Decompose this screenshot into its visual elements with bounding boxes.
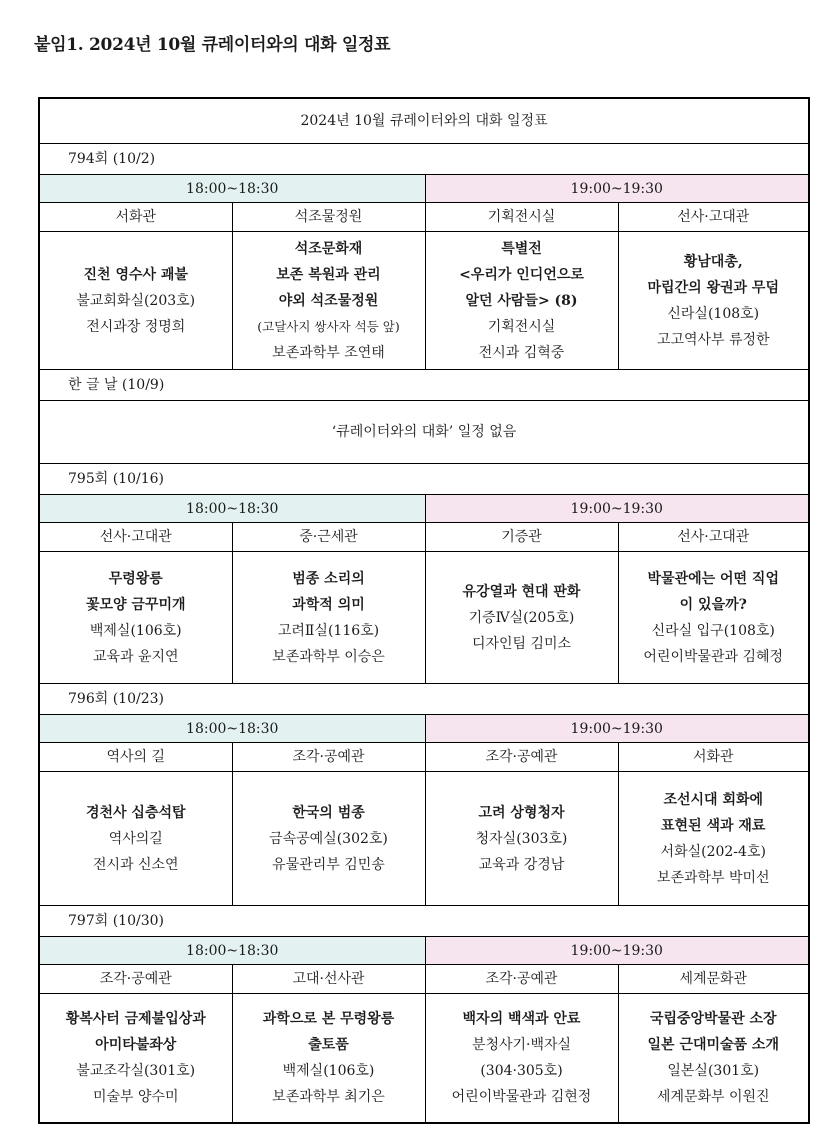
session-header: 796회 (10/23) <box>39 684 809 715</box>
program-detail-line: 고려Ⅱ실(116호) <box>277 622 380 639</box>
gallery-name: 선사·고대관 <box>39 523 232 552</box>
gallery-name: 선사·고대관 <box>618 523 809 552</box>
program-cell <box>39 232 232 370</box>
holiday-header-row <box>39 370 809 401</box>
program-detail-line: 청자실(303호) <box>475 830 568 847</box>
gallery-name: 역사의 길 <box>39 743 232 772</box>
time-slot-evening-1: 18:00~18:30 <box>39 175 425 203</box>
program-title-line: 야외 석조물정원 <box>278 292 379 309</box>
program-title-line: <우리가 인디언으로 <box>459 266 584 283</box>
program-title-line: 보존 복원과 관리 <box>276 266 381 283</box>
program-cell <box>425 994 618 1124</box>
table-title: 2024년 10월 큐레이터와의 대화 일정표 <box>39 98 809 144</box>
program-title-line: 일본 근대미술품 소개 <box>647 1037 779 1053</box>
program-title-line: 꽃모양 금꾸미개 <box>85 596 186 613</box>
program-cell <box>618 232 809 370</box>
session-header: 795회 (10/16) <box>39 464 809 495</box>
program-title-line: 출토품 <box>308 1037 349 1053</box>
gallery-name: 조각·공예관 <box>39 965 232 994</box>
gallery-name: 조각·공예관 <box>232 743 425 772</box>
session-header-row <box>39 906 809 937</box>
gallery-name: 세계문화관 <box>618 965 809 994</box>
program-detail-line: 서화실(202-4호) <box>660 843 766 860</box>
program-detail-line: 미술부 양수미 <box>92 1089 179 1105</box>
program-cell <box>39 552 232 684</box>
program-title-line: 표현된 색과 재료 <box>661 817 766 834</box>
gallery-row <box>39 523 809 552</box>
program-title-line: 마립간의 왕권과 무덤 <box>647 279 779 296</box>
program-detail-line: 백제실(106호) <box>89 622 182 639</box>
program-title-line: 조선시대 회화에 <box>663 791 764 808</box>
session-header-row <box>39 144 809 175</box>
program-detail-line: 보존과학부 박미선 <box>656 869 770 886</box>
program-title-line: 과학적 의미 <box>292 596 365 613</box>
program-detail-line: 디자인팀 김미소 <box>471 635 572 652</box>
program-title-line: 한국의 범종 <box>292 804 365 821</box>
program-cell <box>232 772 425 906</box>
time-row <box>39 937 809 965</box>
schedule-table <box>38 97 810 1124</box>
program-detail-line: 전시과 신소연 <box>92 856 179 873</box>
gallery-name: 조각·공예관 <box>425 965 618 994</box>
program-detail-line: 기획전시실 <box>487 318 556 335</box>
gallery-row <box>39 203 809 232</box>
gallery-name: 서화관 <box>39 203 232 232</box>
gallery-name: 중·근세관 <box>232 523 425 552</box>
program-title-line: 유강열과 현대 판화 <box>462 583 581 600</box>
time-slot-evening-2: 19:00~19:30 <box>425 715 809 743</box>
time-slot-evening-2: 19:00~19:30 <box>425 175 809 203</box>
gallery-name: 서화관 <box>618 743 809 772</box>
program-cell <box>232 994 425 1124</box>
program-detail-line: 불교조각실(301호) <box>76 1063 196 1079</box>
program-detail-line: 분청사기·백자실 <box>471 1037 572 1053</box>
program-detail-line: (고달사지 쌍사자 석등 앞) <box>257 318 400 334</box>
program-row <box>39 772 809 906</box>
time-slot-evening-2: 19:00~19:30 <box>425 495 809 523</box>
program-title-line: 고려 상형청자 <box>478 804 565 821</box>
holiday-note: ‘큐레이터와의 대화’ 일정 없음 <box>39 401 809 464</box>
program-title-line: 국립중앙박물관 소장 <box>649 1011 777 1027</box>
gallery-name: 조각·공예관 <box>425 743 618 772</box>
program-row <box>39 994 809 1124</box>
program-detail-line: 보존과학부 이승은 <box>272 648 385 665</box>
program-detail-line: 전시과 김혁중 <box>478 344 565 361</box>
program-cell <box>232 232 425 370</box>
program-title-line: 경천사 십층석탑 <box>85 804 186 821</box>
time-slot-evening-1: 18:00~18:30 <box>39 937 425 965</box>
program-title-line: 석조문화재 <box>294 240 363 257</box>
session-header: 797회 (10/30) <box>39 906 809 937</box>
gallery-name: 기증관 <box>425 523 618 552</box>
time-slot-evening-2: 19:00~19:30 <box>425 937 809 965</box>
gallery-name: 선사·고대관 <box>618 203 809 232</box>
program-cell <box>232 552 425 684</box>
program-cell <box>425 772 618 906</box>
program-detail-line: 불교회화실(203호) <box>76 292 196 309</box>
program-detail-line: 교육과 강경남 <box>478 856 565 873</box>
gallery-name: 고대·선사관 <box>232 965 425 994</box>
program-title-line: 황복사터 금제불입상과 <box>65 1011 206 1027</box>
program-cell <box>618 552 809 684</box>
program-detail-line: 전시과장 정명희 <box>86 318 186 335</box>
gallery-row <box>39 965 809 994</box>
program-detail-line: 어린이박물관과 김혜정 <box>643 648 784 665</box>
program-detail-line: 유물관리부 김민송 <box>272 856 385 873</box>
program-title-line: 범종 소리의 <box>292 570 365 587</box>
time-row <box>39 715 809 743</box>
table-title-row <box>39 98 809 144</box>
program-detail-line: 보존과학부 조연태 <box>272 344 385 361</box>
program-cell <box>39 994 232 1124</box>
program-title-line: 알던 사람들> (8) <box>465 292 578 309</box>
program-detail-line: 기증Ⅳ실(205호) <box>468 609 575 626</box>
program-title-line: 박물관에는 어떤 직업 <box>647 570 779 587</box>
program-title-line: 진천 영수사 괘불 <box>83 266 188 283</box>
program-title-line: 백자의 백색과 안료 <box>462 1011 581 1027</box>
time-row <box>39 175 809 203</box>
holiday-note-row <box>39 401 809 464</box>
session-header: 794회 (10/2) <box>39 144 809 175</box>
program-title-line: 특별전 <box>501 240 542 257</box>
program-cell <box>425 232 618 370</box>
program-detail-line: 신라실(108호) <box>667 305 760 322</box>
program-title-line: 과학으로 본 무령왕릉 <box>262 1011 395 1027</box>
program-title-line: 이 있을까? <box>679 596 747 613</box>
document-title: 붙임1. 2024년 10월 큐레이터와의 대화 일정표 <box>34 35 391 55</box>
program-row <box>39 552 809 684</box>
program-cell <box>425 552 618 684</box>
program-detail-line: 금속공예실(302호) <box>269 830 388 847</box>
program-detail-line: 역사의길 <box>108 830 163 847</box>
session-header-row <box>39 464 809 495</box>
time-slot-evening-1: 18:00~18:30 <box>39 495 425 523</box>
program-detail-line: (304·305호) <box>480 1063 563 1079</box>
program-detail-line: 백제실(106호) <box>282 1063 375 1079</box>
program-detail-line: 보존과학부 최기은 <box>272 1089 385 1105</box>
time-row <box>39 495 809 523</box>
program-detail-line: 일본실(301호) <box>667 1063 760 1079</box>
program-detail-line: 교육과 윤지연 <box>92 648 179 665</box>
gallery-name: 석조물정원 <box>232 203 425 232</box>
program-row <box>39 232 809 370</box>
program-cell <box>618 994 809 1124</box>
time-slot-evening-1: 18:00~18:30 <box>39 715 425 743</box>
gallery-name: 기획전시실 <box>425 203 618 232</box>
program-cell <box>39 772 232 906</box>
program-detail-line: 어린이박물관과 김현정 <box>451 1089 592 1105</box>
program-title-line: 무령왕릉 <box>108 570 163 587</box>
program-title-line: 아미타불좌상 <box>95 1037 177 1053</box>
holiday-label: 한 글 날 (10/9) <box>39 370 809 401</box>
program-detail-line: 세계문화부 이원진 <box>656 1089 770 1105</box>
program-detail-line: 고고역사부 류정한 <box>656 331 770 348</box>
program-title-line: 황남대총, <box>683 253 743 270</box>
program-detail-line: 신라실 입구(108호) <box>651 622 775 639</box>
gallery-row <box>39 743 809 772</box>
program-cell <box>618 772 809 906</box>
session-header-row <box>39 684 809 715</box>
